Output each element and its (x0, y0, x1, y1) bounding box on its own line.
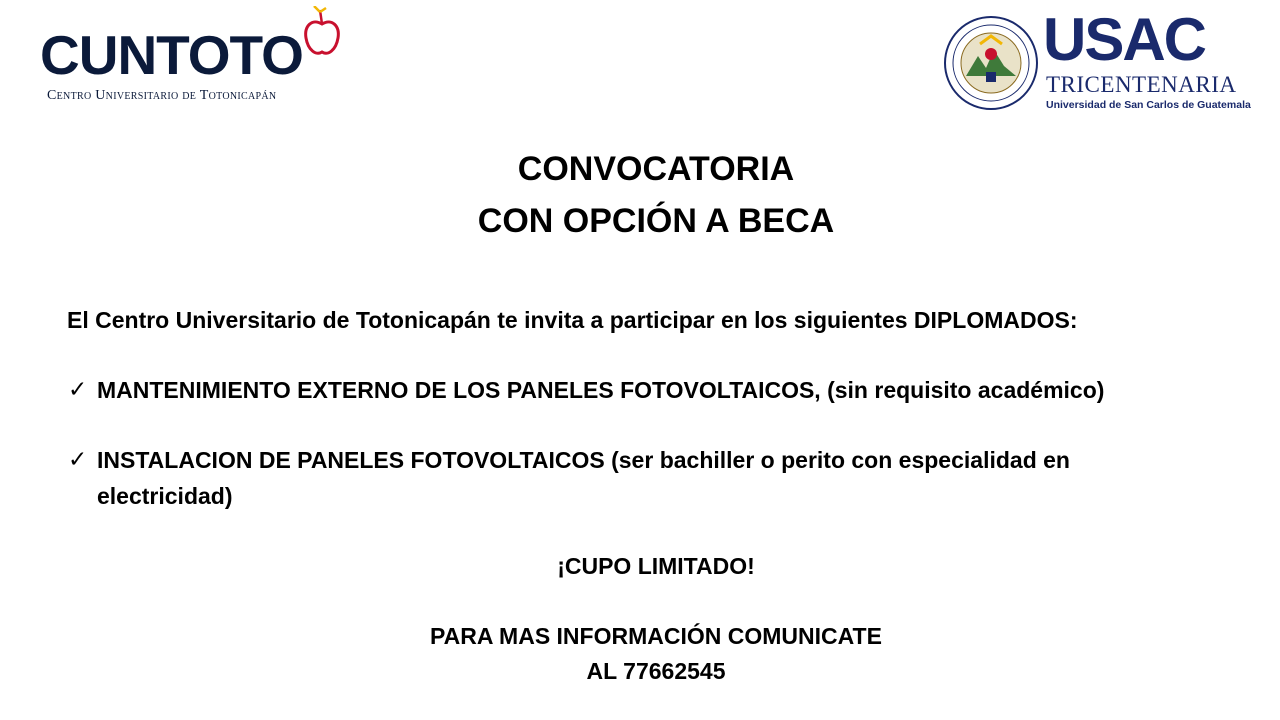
contact-phone: AL 77662545 (586, 658, 726, 684)
contact-info-line-1: PARA MAS INFORMACIÓN COMUNICATE (430, 623, 882, 649)
page-subtitle: CON OPCIÓN A BECA (477, 202, 835, 240)
intro-text: El Centro Universitario de Totonicapán te invita a participar en los siguientes DIPLOMADOS: (67, 307, 1078, 333)
usac-caption: Universidad de San Carlos de Guatemala (1046, 99, 1251, 111)
diplomado-item-1: MANTENIMIENTO EXTERNO DE LOS PANELES FOTOVOLTAICOS, (sin requisito académico) (97, 377, 1105, 403)
checkmark-icon: ✓ (68, 376, 88, 402)
cuntoto-wordmark: CUNTOTO (40, 24, 303, 86)
diplomado-item-2-continuation: electricidad) (97, 483, 233, 509)
cuntoto-logo (40, 6, 340, 106)
apple-icon (302, 6, 342, 58)
usac-logo (942, 6, 1251, 114)
checkmark-icon: ✓ (68, 446, 88, 472)
university-seal-icon (942, 14, 1040, 112)
diplomado-item-2: INSTALACION DE PANELES FOTOVOLTAICOS (ser bachiller o perito con especialidad en (97, 447, 1070, 473)
usac-subtitle: TRICENTENARIA (1046, 72, 1237, 97)
page-title: CONVOCATORIA (517, 150, 795, 188)
limited-spots-notice: ¡CUPO LIMITADO! (557, 553, 755, 579)
cuntoto-tagline: Centro Universitario de Totonicapán (47, 88, 277, 103)
usac-wordmark: USAC (1043, 6, 1206, 73)
